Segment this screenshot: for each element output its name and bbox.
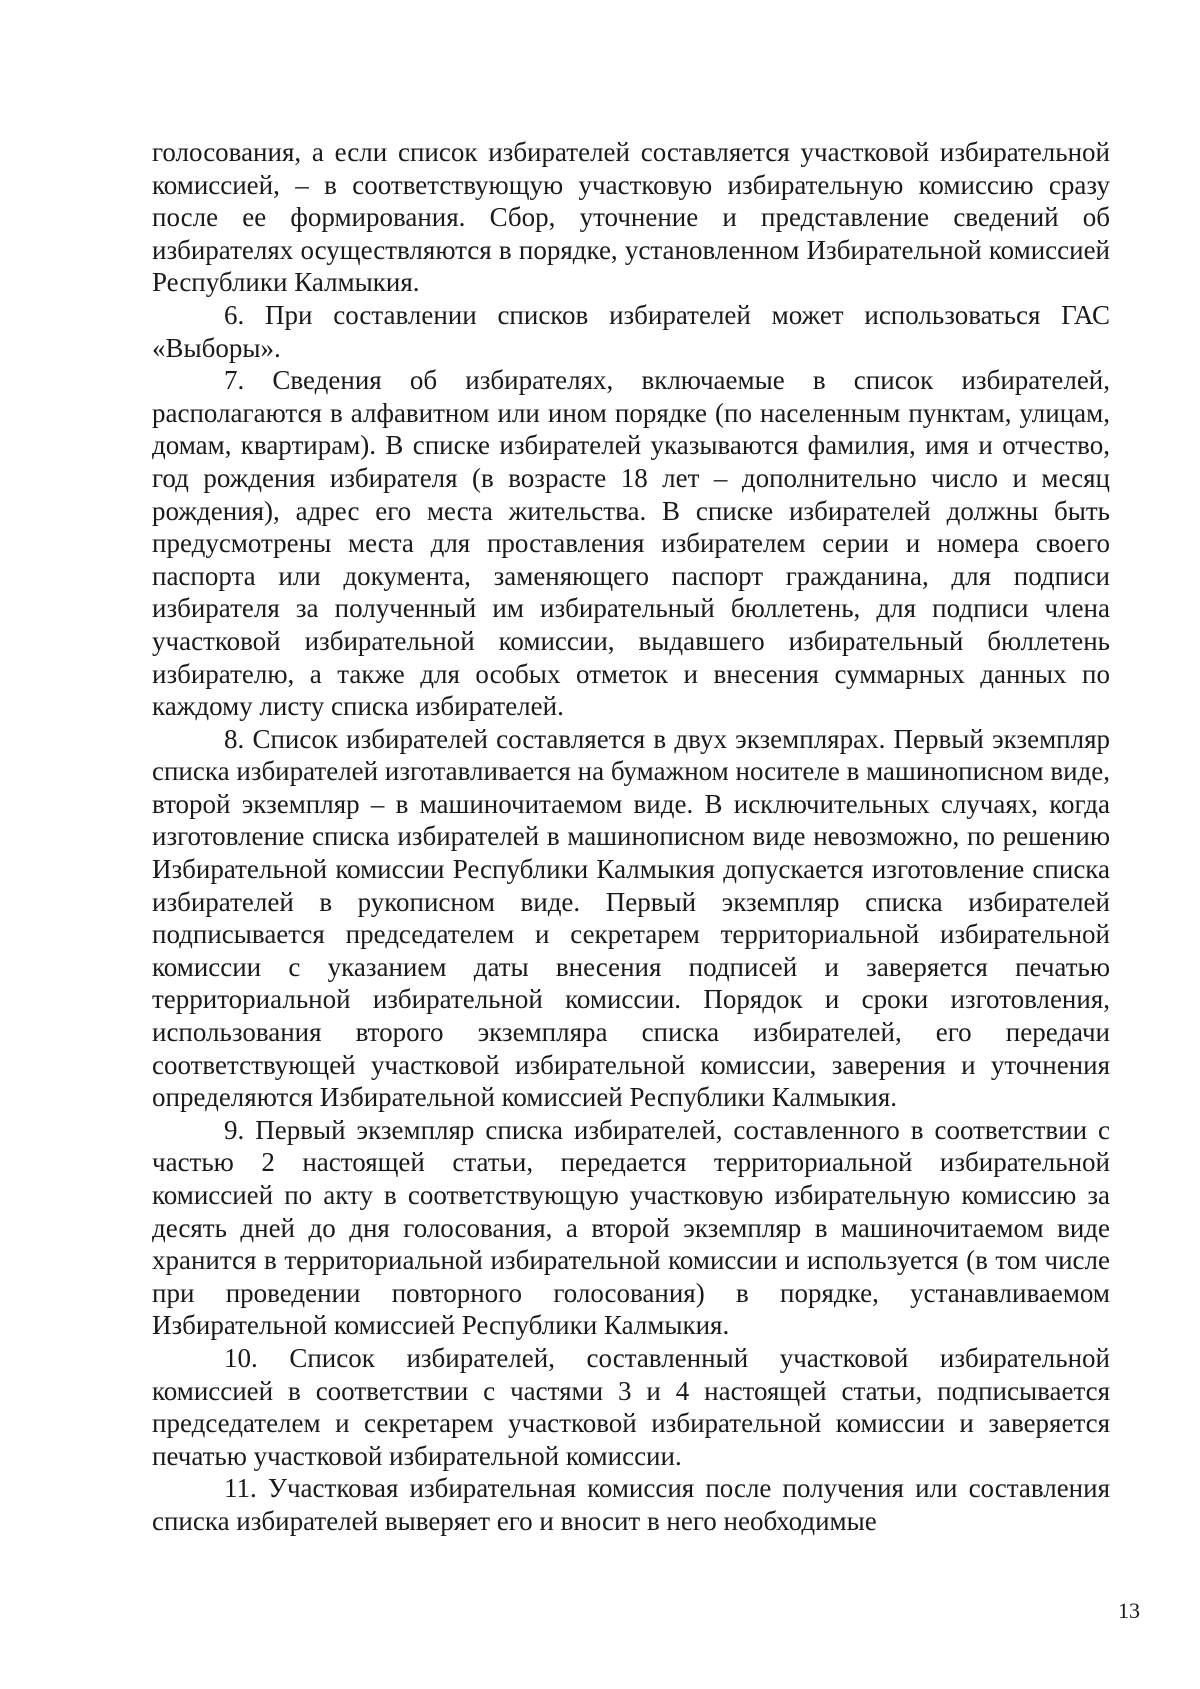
page-number: 13 [1118,1598,1140,1623]
document-body [152,136,1110,1538]
paragraph-continuation: голосования, а если список избирателей составляется участковой избирательной комиссией, – в соответствующую участковую избирательную комиссию сразу после ее формирования. Сбор, уточнение и представление сведений об избирателях осуществляются в порядке, установленном Избирательной комиссией Республики Калмыкия. [152,137,1110,298]
paragraph-8: 8. Список избирателей составляется в двух экземплярах. Первый экземпляр списка избирателей изготавливается на бумажном носителе в машинописном виде, второй экземпляр – в машиночитаемом виде. В исключительных случаях, когда изготовление списка избирателей в машинописном виде невозможно, по решению Избирательной комиссии Республики Калмыкия допускается изготовление списка избирателей в рукописном виде. Первый экземпляр списка избирателей подписывается председателем и секретарем территориальной избирательной комиссии с указанием даты внесения подписей и заверяется печатью территориальной избирательной комиссии. Порядок и сроки изготовления, использования второго экземпляра списка избирателей, его передачи соответствующей участковой избирательной комиссии, заверения и уточнения определяются Избирательной комиссией Республики Калмыкия. [152,723,1110,1113]
paragraph-11: 11. Участковая избирательная комиссия после получения или составления списка избирателей выверяет его и вносит в него необходимые [152,1473,1110,1536]
paragraph-10: 10. Список избирателей, составленный участковой избирательной комиссией в соответствии с частями 3 и 4 настоящей статьи, подписывается председателем и секретарем участковой избирательной комиссии и заверяется печатью участковой избирательной комиссии. [152,1342,1110,1471]
paragraph-9: 9. Первый экземпляр списка избирателей, составленного в соответствии с частью 2 настоящей статьи, передается территориальной избирательной комиссией по акту в соответствующую участковую избирательную комиссию за десять дней до дня голосования, а второй экземпляр в машиночитаемом виде хранится в территориальной избирательной комиссии и используется (в том числе при проведении повторного голосования) в порядке, устанавливаемом Избирательной комиссией Республики Калмыкия. [152,1114,1110,1341]
paragraph-7: 7. Сведения об избирателях, включаемые в список избирателей, располагаются в алфавитном или ином порядке (по населенным пунктам, улицам, домам, квартирам). В списке избирателей указываются фамилия, имя и отчество, год рождения избирателя (в возрасте 18 лет – дополнительно число и месяц рождения), адрес его места жительства. В списке избирателей должны быть предусмотрены места для проставления избирателем серии и номера своего паспорта или документа, заменяющего паспорт гражданина, для подписи избирателя за полученный им избирательный бюллетень, для подписи члена участковой избирательной комиссии, выдавшего избирательный бюллетень избирателю, а также для особых отметок и внесения суммарных данных по каждому листу списка избирателей. [152,365,1110,722]
paragraph-6: 6. При составлении списков избирателей может использоваться ГАС «Выборы». [152,299,1110,363]
